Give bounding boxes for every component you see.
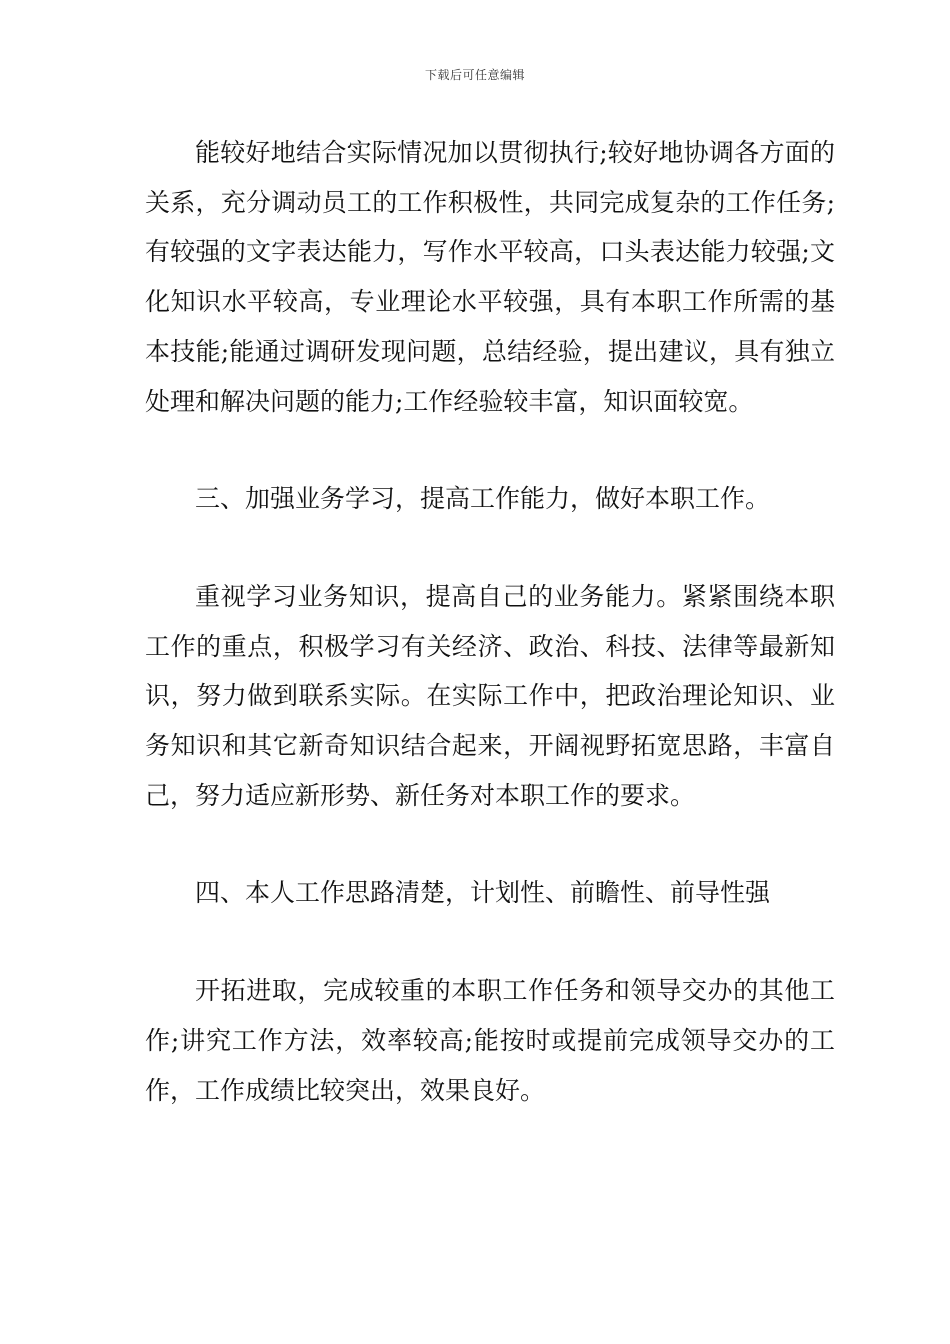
section-heading-3: 三、加强业务学习，提高工作能力，做好本职工作。	[195, 484, 771, 514]
spacer	[145, 524, 835, 572]
spacer	[145, 426, 835, 474]
section-heading-4: 四、本人工作思路清楚，计划性、前瞻性、前导性强	[195, 878, 771, 908]
paragraph-3: 开拓进取，完成较重的本职工作任务和领导交办的其他工作;讲究工作方法，效率较高;能按时或提前完成领导交办的工作，工作成绩比较突出，效果良好。	[145, 976, 835, 1105]
paragraph-2: 重视学习业务知识，提高自己的业务能力。紧紧围绕本职工作的重点，积极学习有关经济、政治、科技、法律等最新知识，努力做到联系实际。在实际工作中，把政治理论知识、业务知识和其它新奇知识结合起来，开阔视野拓宽思路，丰富自己，努力适应新形势、新任务对本职工作的要求。	[145, 581, 835, 810]
paragraph-1: 能较好地结合实际情况加以贯彻执行;较好地协调各方面的关系，充分调动员工的工作积极性，共同完成复杂的工作任务;有较强的文字表达能力，写作水平较高，口头表达能力较强;文化知识水平较高，专业理论水平较强，具有本职工作所需的基本技能;能通过调研发现问题，总结经验，提出建议，具有独立处理和解决问题的能力;工作经验较丰富，知识面较宽。	[145, 138, 835, 416]
document-body	[145, 128, 835, 1115]
spacer	[145, 918, 835, 966]
header-note: 下载后可任意编辑	[424, 68, 525, 82]
spacer	[145, 820, 835, 868]
